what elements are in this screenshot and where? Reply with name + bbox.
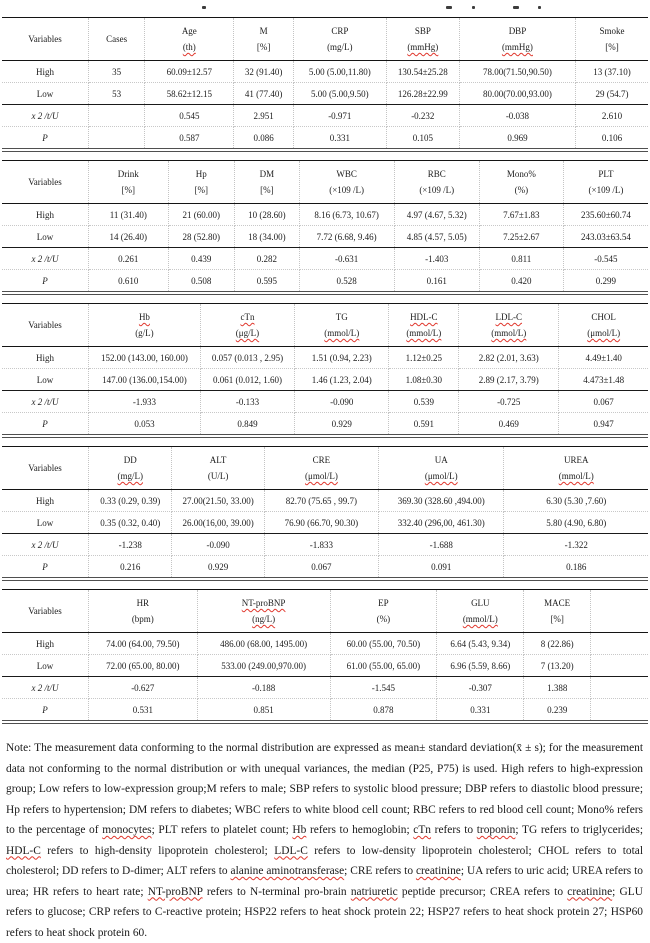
comparison-table-2	[2, 160, 648, 291]
data-cell: 0.161	[394, 270, 479, 292]
data-cell: 332.40 (296,00, 461.30)	[379, 512, 504, 534]
misspelled-term: LDL-C	[274, 844, 308, 857]
data-cell: -0.971	[293, 105, 386, 127]
data-cell: -0.188	[197, 677, 330, 699]
data-cell: 0.33 (0.29, 0.39)	[89, 490, 172, 512]
data-cell: 0.282	[235, 248, 300, 270]
data-cell: 41 (77.40)	[234, 83, 293, 105]
data-cell: 0.811	[479, 248, 563, 270]
data-cell: 5.80 (4.90, 6.80)	[504, 512, 648, 534]
header-row	[2, 18, 648, 61]
data-cell: 369.30 (328.60 ,494.00)	[379, 490, 504, 512]
table-row-high	[2, 633, 648, 655]
header-cell	[389, 304, 459, 347]
data-cell: -1.238	[89, 534, 172, 556]
data-cell: -0.545	[563, 248, 648, 270]
misspelled-term: creatinine	[567, 885, 613, 898]
row-label: x 2 /t/U	[2, 391, 89, 413]
header-label: Variables	[28, 320, 62, 330]
data-cell: 35	[89, 61, 145, 83]
header-unit: (×109 /L)	[329, 185, 365, 195]
header-cell	[89, 161, 168, 204]
data-cell: 2.610	[576, 105, 648, 127]
caption-fragment-mark	[538, 6, 541, 9]
header-cell	[504, 447, 648, 490]
header-cell	[89, 447, 172, 490]
data-cell: 0.851	[197, 699, 330, 721]
header-unit: (μmol/L)	[305, 471, 338, 481]
header-unit: [%]	[256, 42, 271, 52]
misspelled-term: alanine aminotransferase	[230, 865, 345, 878]
header-unit: (mmHg)	[407, 42, 439, 52]
data-cell: 74.00 (64.00, 79.50)	[89, 633, 198, 655]
header-row	[2, 590, 648, 633]
data-cell: 2.951	[234, 105, 293, 127]
header-cell	[299, 161, 394, 204]
row-label: P	[2, 699, 89, 721]
data-cell: 60.09±12.57	[145, 61, 234, 83]
data-cell: 7.25±2.67	[479, 226, 563, 248]
header-unit: (mmol/L)	[406, 328, 442, 338]
data-cell: 6.30 (5.30 ,7.60)	[504, 490, 648, 512]
comparison-table-4	[2, 446, 648, 577]
data-cell: 0.261	[89, 248, 168, 270]
data-cell: 1.51 (0.94, 2.23)	[295, 347, 389, 369]
data-cell: -1.933	[89, 391, 201, 413]
header-label: LDL-C	[495, 312, 523, 322]
header-label: WBC	[336, 169, 357, 179]
data-cell: -0.307	[437, 677, 524, 699]
note-section	[2, 732, 648, 943]
header-unit: (U/L)	[207, 471, 229, 481]
table-block-3	[2, 303, 648, 438]
data-cell: 0.539	[389, 391, 459, 413]
header-unit: [%]	[121, 185, 136, 195]
data-cell: 235.60±60.74	[563, 204, 648, 226]
data-cell: -0.627	[89, 677, 198, 699]
data-cell: 0.067	[264, 556, 378, 578]
data-cell: 533.00 (249.00,970.00)	[197, 655, 330, 677]
header-cell	[2, 447, 89, 490]
header-label: cTn	[240, 312, 255, 322]
data-cell: 11 (31.40)	[89, 204, 168, 226]
data-cell	[590, 677, 648, 699]
comparison-table-1	[2, 17, 648, 148]
header-unit: (g/L)	[135, 328, 154, 338]
data-cell: 28 (52.80)	[168, 226, 235, 248]
header-unit: (mg/L)	[327, 42, 353, 52]
header-unit: (mmol/L)	[558, 471, 594, 481]
data-cell: 53	[89, 83, 145, 105]
data-cell: 61.00 (55.00, 65.00)	[330, 655, 437, 677]
table-row-p	[2, 556, 648, 578]
caption-fragment-mark	[513, 6, 519, 9]
data-cell: 1.08±0.30	[389, 369, 459, 391]
data-cell: 130.54±25.28	[386, 61, 459, 83]
header-cell	[295, 304, 389, 347]
header-cell	[168, 161, 235, 204]
data-cell	[590, 699, 648, 721]
misspelled-term: creatinine	[415, 865, 461, 878]
row-label: x 2 /t/U	[2, 105, 89, 127]
header-label: DD	[123, 455, 137, 465]
data-cell: 0.067	[559, 391, 648, 413]
header-label: CRE	[312, 455, 331, 465]
misspelled-term: natriuretic	[350, 885, 398, 898]
header-cell	[2, 590, 89, 633]
data-cell: 0.186	[566, 561, 587, 572]
header-label: NT-proBNP	[241, 598, 286, 608]
table-row-p	[2, 699, 648, 721]
data-cell: -0.090	[172, 534, 264, 556]
caption-fragment-mark	[202, 6, 206, 9]
header-label: MACE	[544, 598, 571, 608]
misspelled-term: HDL-C	[6, 844, 41, 857]
data-cell: -1.403	[394, 248, 479, 270]
misspelled-term: troponin	[476, 824, 516, 837]
data-cell	[89, 105, 145, 127]
header-label: CHOL	[591, 312, 616, 322]
table-row-p	[2, 270, 648, 292]
data-cell	[590, 633, 648, 655]
header-label: Variables	[28, 177, 62, 187]
row-label: P	[2, 127, 89, 149]
data-cell: -0.090	[295, 391, 389, 413]
row-label: High	[2, 204, 89, 226]
header-cell	[394, 161, 479, 204]
header-unit: (μmol/L)	[424, 471, 458, 481]
table-block-2	[2, 160, 648, 295]
data-cell: 0.929	[295, 413, 389, 435]
data-cell: 0.239	[524, 699, 591, 721]
misspelled-term: cTn	[413, 824, 432, 837]
data-cell: 1.12±0.25	[389, 347, 459, 369]
row-label: High	[2, 490, 89, 512]
header-cell	[437, 590, 524, 633]
data-cell: 0.947	[593, 418, 614, 429]
data-cell: -0.038	[459, 105, 575, 127]
header-cell	[89, 18, 145, 61]
data-cell: 0.878	[330, 699, 437, 721]
data-cell: 14 (26.40)	[89, 226, 168, 248]
data-cell: 8.16 (6.73, 10.67)	[299, 204, 394, 226]
header-label: ALT	[209, 455, 227, 465]
data-cell: 8 (22.86)	[524, 633, 591, 655]
header-cell	[386, 18, 459, 61]
header-row	[2, 161, 648, 204]
data-cell: 0.053	[89, 413, 201, 435]
header-cell	[172, 447, 264, 490]
data-cell: 1.388	[524, 677, 591, 699]
header-label: Variables	[28, 34, 62, 44]
data-cell: 147.00 (136.00,154.00)	[89, 369, 201, 391]
header-cell	[197, 590, 330, 633]
header-row	[2, 304, 648, 347]
header-cell	[479, 161, 563, 204]
table-row-chi	[2, 391, 648, 413]
header-cell	[459, 18, 575, 61]
header-label: EP	[378, 598, 389, 608]
data-cell: -1.545	[330, 677, 437, 699]
data-cell: 4.473±1.48	[559, 369, 648, 391]
data-cell: 0.528	[299, 270, 394, 292]
data-cell: 82.70 (75.65 , 99.7)	[264, 490, 378, 512]
row-label: x 2 /t/U	[2, 534, 89, 556]
data-cell: 5.00 (5.00,11.80)	[293, 61, 386, 83]
data-cell: 76.90 (66.70, 90.30)	[264, 512, 378, 534]
data-cell: 0.595	[235, 270, 300, 292]
table-block-5	[2, 589, 648, 724]
row-label: Low	[2, 655, 89, 677]
header-label: Drink	[117, 169, 139, 179]
tables-container	[2, 17, 648, 724]
data-cell: 0.086	[234, 127, 293, 149]
row-label: P	[2, 270, 89, 292]
header-cell	[524, 590, 591, 633]
header-label: PLT	[598, 169, 614, 179]
data-cell: 80.00(70.00,93.00)	[459, 83, 575, 105]
data-cell: 2.89 (2.17, 3.79)	[459, 369, 559, 391]
data-cell: 0.420	[479, 270, 563, 292]
data-cell: 4.49±1.40	[559, 347, 648, 369]
data-cell: 10 (28.60)	[235, 204, 300, 226]
header-unit: (mmol/L)	[462, 614, 498, 624]
data-cell: 27.00(21.50, 33.00)	[172, 490, 264, 512]
header-label: M	[259, 26, 268, 36]
header-unit: (mg/L)	[117, 471, 143, 481]
data-cell: -1.322	[504, 534, 648, 556]
data-cell: 0.545	[145, 105, 234, 127]
header-label: HDL-C	[410, 312, 438, 322]
data-cell: 0.849	[200, 413, 294, 435]
row-label: High	[2, 633, 89, 655]
comparison-table-5	[2, 589, 648, 720]
data-cell: 0.929	[172, 556, 264, 578]
header-cell	[2, 18, 89, 61]
row-label: Low	[2, 83, 89, 105]
header-row	[2, 447, 648, 490]
table-row-high	[2, 490, 648, 512]
table-row-p	[2, 127, 648, 149]
table-row-chi	[2, 248, 648, 270]
header-cell	[89, 304, 201, 347]
data-cell: 0.508	[168, 270, 235, 292]
data-cell: -0.133	[200, 391, 294, 413]
header-cell	[559, 304, 648, 347]
table-row-p	[2, 413, 648, 435]
header-cell	[293, 18, 386, 61]
header-unit: [%]	[194, 185, 209, 195]
header-label: GLU	[471, 598, 490, 608]
data-cell: 18 (34.00)	[235, 226, 300, 248]
header-cell	[200, 304, 294, 347]
data-cell: 0.35 (0.32, 0.40)	[89, 512, 172, 534]
table-row-high	[2, 347, 648, 369]
row-label: P	[2, 556, 89, 578]
header-unit: (mmHg)	[501, 42, 533, 52]
header-cell	[89, 590, 198, 633]
header-cell	[590, 590, 648, 633]
data-cell	[89, 127, 145, 149]
data-cell: 0.969	[459, 127, 575, 149]
header-cell	[576, 18, 648, 61]
data-cell: 0.439	[168, 248, 235, 270]
data-cell: -1.833	[264, 534, 378, 556]
header-unit: (μmol/L)	[587, 328, 621, 338]
header-unit: [%]	[605, 42, 619, 52]
data-cell: 21 (60.00)	[168, 204, 235, 226]
table-row-low	[2, 512, 648, 534]
header-cell	[235, 161, 300, 204]
row-label: P	[2, 413, 89, 435]
header-label: CRP	[331, 26, 349, 36]
header-unit: (mmol/L)	[491, 328, 527, 338]
header-label: Hp	[195, 169, 207, 179]
header-label: DM	[259, 169, 275, 179]
data-cell: 6.64 (5.43, 9.34)	[437, 633, 524, 655]
data-cell: 5.00 (5.00,9.50)	[293, 83, 386, 105]
header-label: UREA	[563, 455, 589, 465]
comparison-table-3	[2, 303, 648, 434]
header-cell	[379, 447, 504, 490]
header-label: Hb	[138, 312, 150, 322]
header-cell	[459, 304, 559, 347]
header-label: DBP	[508, 26, 527, 36]
row-label: x 2 /t/U	[2, 677, 89, 699]
data-cell: 0.610	[89, 270, 168, 292]
table-row-chi	[2, 534, 648, 556]
misspelled-term: Hb	[292, 824, 307, 837]
row-label: Low	[2, 512, 89, 534]
data-cell: 0.587	[145, 127, 234, 149]
data-cell: 78.00(71.50,90.50)	[459, 61, 575, 83]
data-cell: 32 (91.40)	[234, 61, 293, 83]
caption-fragment-mark	[446, 6, 452, 9]
data-cell: 26.00(16,00, 39.00)	[172, 512, 264, 534]
row-label: High	[2, 347, 89, 369]
data-cell: 0.216	[89, 556, 172, 578]
data-cell	[590, 655, 648, 677]
table-row-high	[2, 61, 648, 83]
data-cell: 7.67±1.83	[479, 204, 563, 226]
data-cell: 0.106	[601, 132, 623, 143]
header-unit: [%]	[260, 185, 274, 195]
data-cell: 0.331	[293, 127, 386, 149]
table-row-low	[2, 83, 648, 105]
data-cell: -0.232	[386, 105, 459, 127]
header-unit: (×109 /L)	[419, 185, 455, 195]
header-cell	[145, 18, 234, 61]
table-row-chi	[2, 105, 648, 127]
data-cell: 72.00 (65.00, 80.00)	[89, 655, 198, 677]
data-cell: 0.531	[89, 699, 198, 721]
data-cell: 0.591	[389, 413, 459, 435]
note-text: Note: The measurement data conforming to the normal distribution are expressed as mean± standard deviation(x̄ ± s); for the measurement data not conforming to the normal distribution or with unequal variances, the median (P25, P75) is used. High refers to high-expression group; Low refers to low-expression group;M refers to male; SBP refers to systolic blood pressure; DBP refers to diastolic blood pressure; Hp refers to hypertension; DM refers to diabetes; WBC refers to white blood cell count; RBC refers to red blood cell count; Mono% refers to the percentage of monocytes; PLT refers to platelet count; Hb refers to hemoglobin; cTn refers to troponin; TG refers to triglycerides; HDL-C refers to high-density lipoprotein cholesterol; LDL-C refers to low-density lipoprotein cholesterol; CHOL refers to total cholesterol; DD refers to D-dimer; ALT refers to alanine aminotransferase; CRE refers to creatinine; UA refers to uric acid; UREA refers to urea; HR refers to heart rate; NT-proBNP refers to N-terminal pro-brain natriuretic peptide precursor; CREA refers to creatinine; GLU refers to glucose; CRP refers to C-reactive protein; HSP22 refers to heat shock protein 22; HSP27 refers to heat shock protein 27; HSP60 refers to heat shock protein 60.	[6, 742, 644, 939]
row-label: Low	[2, 369, 89, 391]
header-label: SBP	[414, 26, 431, 36]
header-unit: (μg/L)	[235, 328, 260, 338]
header-cell	[330, 590, 437, 633]
table-block-4	[2, 446, 648, 581]
header-cell	[2, 161, 89, 204]
data-cell: 4.85 (4.57, 5.05)	[394, 226, 479, 248]
table-row-chi	[2, 677, 648, 699]
header-cell	[563, 161, 648, 204]
header-unit: (%)	[376, 614, 391, 624]
header-unit: (th)	[182, 42, 196, 52]
caption-fragment-mark	[472, 6, 475, 9]
header-cell	[2, 304, 89, 347]
header-unit: (ng/L)	[252, 614, 276, 624]
header-cell	[234, 18, 293, 61]
data-cell: 0.331	[437, 699, 524, 721]
data-cell: -1.688	[379, 534, 504, 556]
row-label: x 2 /t/U	[2, 248, 89, 270]
data-cell: 0.091	[379, 556, 504, 578]
header-label: Mono%	[506, 169, 536, 179]
data-cell: -0.725	[459, 391, 559, 413]
data-cell: 0.469	[459, 413, 559, 435]
row-label: High	[2, 61, 89, 83]
data-cell: 13 (37.10)	[576, 61, 648, 83]
header-label: Variables	[28, 463, 62, 473]
data-cell: 486.00 (68.00, 1495.00)	[197, 633, 330, 655]
header-label: RBC	[427, 169, 446, 179]
table-row-low	[2, 369, 648, 391]
data-cell: 58.62±12.15	[145, 83, 234, 105]
header-unit: (mmol/L)	[324, 328, 360, 338]
data-cell: 0.105	[386, 127, 459, 149]
header-label: UA	[434, 455, 448, 465]
header-label: HR	[136, 598, 150, 608]
data-cell: 0.057 (0.013 , 2.95)	[200, 347, 294, 369]
table-block-1	[2, 17, 648, 152]
misspelled-term: NT-proBNP	[147, 885, 203, 898]
header-label: TG	[335, 312, 348, 322]
table-row-high	[2, 204, 648, 226]
data-cell: 4.97 (4.67, 5.32)	[394, 204, 479, 226]
header-unit: (bpm)	[131, 614, 154, 624]
header-cell	[264, 447, 378, 490]
data-cell: 2.82 (2.01, 3.63)	[459, 347, 559, 369]
data-cell: 0.299	[595, 275, 617, 286]
header-unit: (×109 /L)	[588, 185, 624, 195]
data-cell: 60.00 (55.00, 70.50)	[330, 633, 437, 655]
header-label: Cases	[106, 34, 128, 44]
header-label: Age	[181, 26, 197, 36]
data-cell: 6.96 (5.59, 8.66)	[437, 655, 524, 677]
data-cell: 7.72 (6.68, 9.46)	[299, 226, 394, 248]
row-label: Low	[2, 226, 89, 248]
table-row-low	[2, 226, 648, 248]
header-unit: [%]	[550, 614, 564, 624]
misspelled-term: monocytes	[102, 824, 152, 837]
data-cell: 1.46 (1.23, 2.04)	[295, 369, 389, 391]
data-cell: 152.00 (143.00, 160.00)	[89, 347, 201, 369]
cropped-caption-remnant	[2, 0, 648, 17]
header-label: Smoke	[599, 26, 625, 36]
data-cell: -0.631	[299, 248, 394, 270]
data-cell: 7 (13.20)	[524, 655, 591, 677]
table-row-low	[2, 655, 648, 677]
data-cell: 243.03±63.54	[563, 226, 648, 248]
data-cell: 0.061 (0.012, 1.60)	[200, 369, 294, 391]
data-cell: 126.28±22.99	[386, 83, 459, 105]
header-unit: (%)	[514, 185, 529, 195]
data-cell: 29 (54.7)	[576, 83, 648, 105]
header-label: Variables	[28, 606, 62, 616]
